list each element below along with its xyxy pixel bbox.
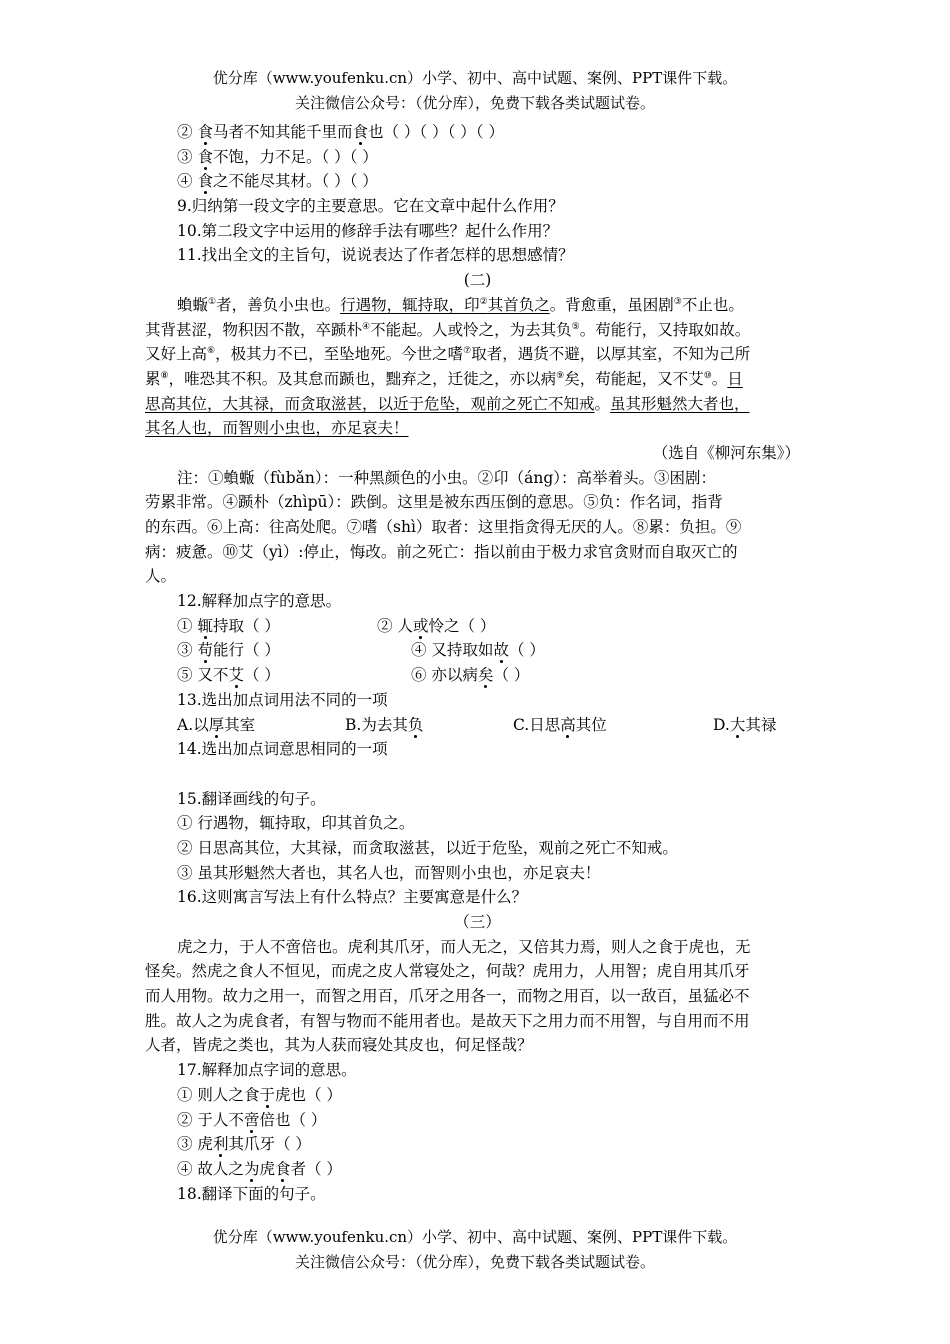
underlined-sentence: 虽其形魁然大者也，	[610, 394, 750, 413]
passage-2	[145, 293, 810, 441]
dotted-char: 利	[212, 1135, 229, 1154]
dotted-char: 啻	[243, 1110, 260, 1129]
dotted-char: 矣	[477, 666, 494, 685]
question-13-title: 13.选出加点词用法不同的一项	[177, 690, 388, 709]
header-line-1: 优分库（www.youfenku.cn）小学、初中、高中试题、案例、PPT课件下载。	[212, 69, 738, 87]
question-12-item-2: ② 人或怜之（ ）	[377, 616, 496, 635]
section-2-heading: (二)	[463, 271, 492, 290]
dotted-char: 苟	[197, 641, 213, 660]
question-17-item-4: ④ 故人之为虎食者（ ）	[177, 1159, 342, 1178]
question-9: 9.归纳第一段文字的主要意思。它在文章中起什么作用？	[177, 197, 564, 216]
dotted-char: 艾	[228, 666, 244, 685]
note-line-1: 注：①蝜蝂（fùbǎn）：一种黑颜色的小虫。②卬（áng）：高举着头。③困剧：	[177, 468, 717, 487]
dotted-char: 辄	[197, 616, 213, 635]
passage-2-notes	[145, 466, 810, 589]
note-line-3: 的东西。⑥上高：往高处爬。⑦嗜（shì）取者：这里指贪得无厌的人。⑧累：负担。⑨	[145, 518, 742, 536]
passage-2-line-3: 又好上高⑥，极其力不已，至坠地死。今世之嗜⑦取者，遇货不避，以厚其室，不知为己所	[145, 345, 751, 364]
dotted-char: 食	[352, 123, 368, 141]
question-12-item-6: ⑥ 亦以病矣（ ）	[411, 666, 530, 685]
question-17-title: 17.解释加点字词的意思。	[177, 1061, 357, 1080]
dotted-char: 或	[412, 616, 429, 635]
note-line-2: 劳累非常。④踬朴（zhìpū）：跌倒。这里是被东西压倒的意思。⑤负：作名词，指背	[145, 493, 723, 512]
question-12-row-1	[145, 614, 810, 639]
question-15-item-1: ① 行遇物，辄持取，印其首负之。	[177, 814, 415, 833]
passage-2-line-6	[145, 416, 810, 441]
question-8-item-2: ② 食马者不知其能千里而食也（ ）（ ）（ ）（ ）	[177, 123, 504, 141]
footer-line-1: 优分库（www.youfenku.cn）小学、初中、高中试题、案例、PPT课件下载。	[212, 1228, 738, 1246]
dotted-char: 于	[259, 1085, 275, 1104]
note-line-4: 病：疲惫。⑩艾（yì）:停止，悔改。前之死亡：指以前由于极力求官贪财而自取灭亡的	[145, 542, 738, 561]
passage-3-line-5: 人者，皆虎之类也，其为人获而寝处其皮也，何足怪哉？	[145, 1036, 533, 1055]
page-header	[0, 66, 950, 115]
passage-2-line-5: 思高其位，大其禄，而贪取滋甚，以近于危坠，观前之死亡不知戒。虽其形魁然大者也，	[145, 394, 750, 413]
blank-line	[145, 762, 810, 787]
passage-2-line-1: 蝜蝂①者，善负小虫也。行遇物，辄持取，印②其首负之。背愈重，虽困剧③不止也。	[177, 295, 744, 314]
dotted-char: 食	[197, 147, 213, 166]
dotted-char: 高	[560, 715, 576, 734]
passage-3-line-2: 怪矣。然虎之食人不恒见，而虎之皮人常寝处之，何哉？虎用力，人用智；虎自用其爪牙	[145, 962, 750, 981]
dotted-char: 为	[243, 1159, 260, 1178]
underlined-sentence: 其名人也，而智则小虫也，亦足哀夫！	[145, 419, 409, 438]
question-10: 10.第二段文字中运用的修辞手法有哪些？起什么作用？	[177, 221, 559, 240]
header-line-2: 关注微信公众号：（优分库），免费下载各类试题试卷。	[294, 93, 655, 112]
question-12-item-1: ① 辄持取（ ）	[177, 616, 280, 635]
passage-3-line-4: 胜。故人之为虎食者，有智与物而不能用者也。是故天下之用力而不用智，与自用而不用	[145, 1011, 750, 1030]
dotted-char: 食	[274, 1159, 291, 1178]
dotted-char: 食	[197, 172, 213, 191]
dotted-char: 故	[493, 641, 509, 660]
option-b: B.为去其负	[345, 715, 424, 734]
section-3-heading: （三）	[454, 913, 501, 931]
footer-line-2: 关注微信公众号：（优分库），免费下载各类试题试卷。	[294, 1252, 655, 1271]
document-body	[145, 120, 810, 1206]
question-18: 18.翻译下面的句子。	[177, 1184, 326, 1203]
question-15-item-3: ③ 虽其形魁然大者也，其名人也，而智则小虫也，亦足哀夫！	[177, 863, 601, 882]
question-17-item-1: ① 则人之食于虎也（ ）	[177, 1085, 342, 1104]
question-13-options	[145, 713, 810, 738]
question-15-title: 15.翻译画线的句子。	[177, 789, 326, 808]
passage-3-line-1: 虎之力，于人不啻倍也。虎利其爪牙，而人无之，又倍其力焉，则人之食于虎也，无	[177, 937, 751, 956]
passage-2-line-2: 其背甚涩，物积因不散，卒踬朴④不能起。人或怜之，为去其负⑤。苟能行，又持取如故。	[145, 320, 751, 339]
question-12-row-3	[145, 663, 810, 688]
dotted-char: 大	[729, 715, 746, 734]
page-footer	[0, 1225, 950, 1274]
passage-2-line-4: 累⑧，唯恐其不积。及其怠而踬也，黜弃之，迁徙之，亦以病⑨矣，苟能起，又不艾⑩。日	[145, 369, 743, 388]
question-12-row-2	[145, 638, 810, 663]
question-8-item-4: ④ 食之不能尽其材。（ ）（ ）	[177, 172, 378, 191]
question-12-item-5: ⑤ 又不艾（ ）	[177, 666, 280, 685]
question-14: 14.选出加点词意思相同的一项	[177, 740, 388, 759]
question-11: 11.找出全文的主旨句，说说表达了作者怎样的思想感情？	[177, 246, 574, 265]
question-15-item-2: ② 日思高其位，大其禄，而贪取滋甚，以近于危坠，观前之死亡不知戒。	[177, 838, 678, 857]
underlined-sentence: 行遇物，辄持取，印②其首负之	[340, 295, 550, 314]
question-12-title: 12.解释加点字的意思。	[177, 592, 342, 611]
question-12-item-3: ③ 苟能行（ ）	[177, 641, 280, 660]
underlined-sentence: 日	[727, 369, 743, 388]
option-c: C.日思高其位	[513, 715, 607, 734]
passage-2-source: （选自《柳河东集》）	[652, 443, 800, 462]
note-line-5: 人。	[145, 567, 177, 586]
question-12-item-4: ④ 又持取如故（ ）	[411, 641, 545, 660]
question-16: 16.这则寓言写法上有什么特点？主要寓意是什么？	[177, 888, 528, 907]
underlined-sentence: 思高其位，大其禄，而贪取滋甚，以近于危坠，观前之死亡不知戒	[145, 394, 595, 413]
question-17-item-3: ③ 虎利其爪牙（ ）	[177, 1135, 311, 1154]
dotted-char: 负	[407, 715, 424, 734]
question-8-item-3: ③ 食不饱，力不足。（ ）（ ）	[177, 147, 378, 166]
option-a: A.以厚其室	[177, 715, 256, 734]
dotted-char: 厚	[208, 715, 225, 734]
question-17-item-2: ② 于人不啻倍也（ ）	[177, 1110, 327, 1129]
dotted-char: 食	[197, 123, 213, 141]
passage-3	[145, 935, 810, 1058]
passage-3-line-3: 而人用物。故力之用一，而智之用百，爪牙之用各一，而物之用百，以一敌百，虽猛必不	[145, 987, 750, 1006]
option-d: D.大其禄	[713, 715, 777, 734]
